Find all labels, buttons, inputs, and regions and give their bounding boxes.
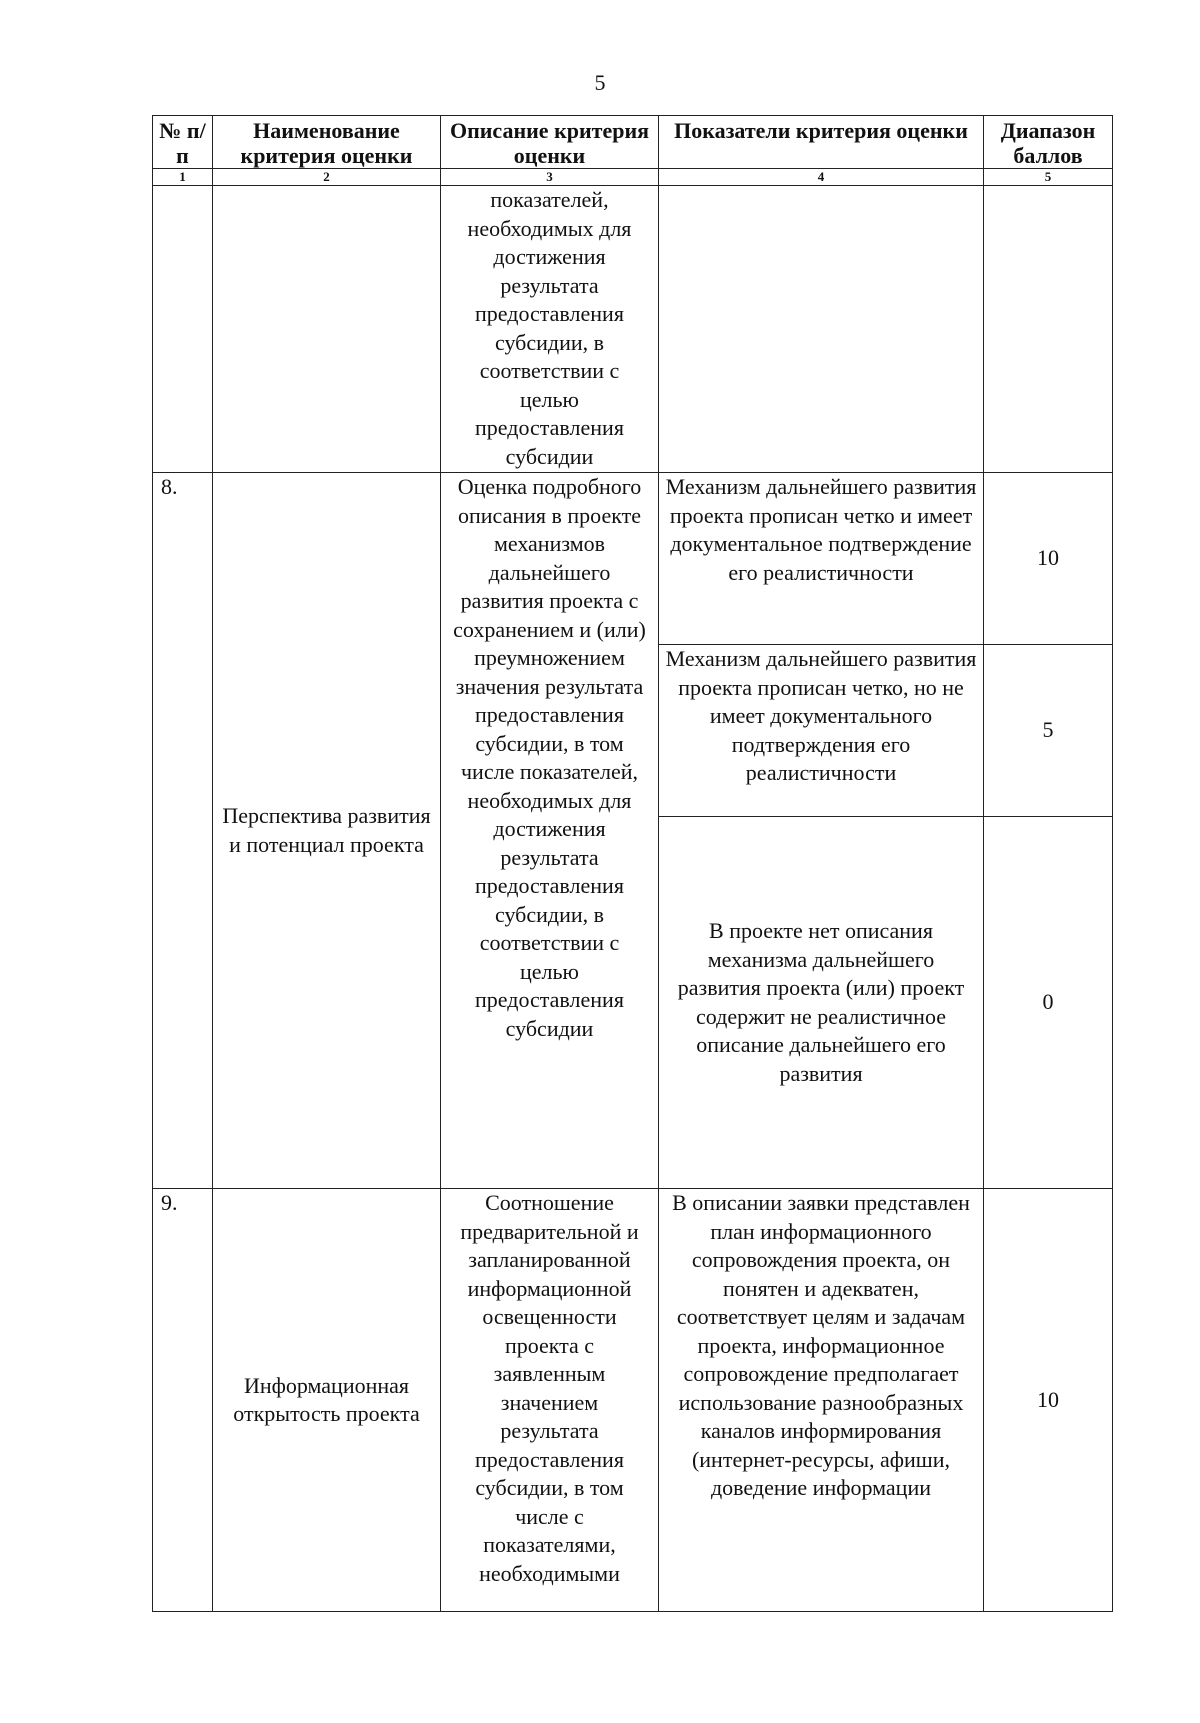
cell-description: Соотношение предварительной и запланированной информационной освещенности проекта с заявленным значением результата предоставления субсидии, в том числе с показателями, необходимыми [441,1189,659,1612]
column-number: 4 [659,169,984,186]
header-name: Наименование критерия оценки [213,116,441,169]
table-row [153,186,1113,473]
cell-score: 0 [984,817,1113,1189]
header-row [153,116,1113,169]
cell-name: Информационная открытость проекта [213,1189,441,1612]
criteria-table [152,115,1113,1612]
column-number-row [153,169,1113,186]
column-number: 1 [153,169,213,186]
page-number: 5 [594,70,606,95]
cell-num [153,186,213,473]
cell-name: Перспектива развития и потенциал проекта [213,473,441,1189]
header-indicators: Показатели критерия оценки [659,116,984,169]
cell-indicator: Механизм дальнейшего развития проекта прописан четко, но не имеет документального подтверждения его реалистичности [659,645,984,817]
header-range: Диапазон баллов [984,116,1113,169]
header-description: Описание критерия оценки [441,116,659,169]
cell-score: 10 [984,473,1113,645]
column-number: 5 [984,169,1113,186]
cell-score: 10 [984,1189,1113,1612]
cell-description: Оценка подробного описания в проекте механизмов дальнейшего развития проекта с сохранением и (или) преумножением значения результата предоставления субсидии, в том числе показателей, необходимых для достижения результата предоставления субсидии, в соответствии с целью предоставления субсидии [441,473,659,1189]
cell-indicator: В описании заявки представлен план информационного сопровождения проекта, он понятен и адекватен, соответствует целям и задачам проекта, информационное сопровождение предполагает использование разнообразных каналов информирования (интернет-ресурсы, афиши, доведение информации [659,1189,984,1612]
cell-indicator: В проекте нет описания механизма дальнейшего развития проекта (или) проект содержит не реалистичное описание дальнейшего его развития [659,817,984,1189]
cell-score: 5 [984,645,1113,817]
cell-num: 8. [153,473,213,1189]
cell-indicator: Механизм дальнейшего развития проекта прописан четко и имеет документальное подтверждение его реалистичности [659,473,984,645]
table-row [153,1189,1113,1612]
cell-indicators [659,186,984,473]
table-row [153,473,1113,645]
cell-name [213,186,441,473]
cell-num: 9. [153,1189,213,1612]
cell-description: показателей, необходимых для достижения результата предоставления субсидии, в соответствии с целью предоставления субсидии [441,186,659,473]
column-number: 3 [441,169,659,186]
header-num: № п/п [153,116,213,169]
column-number: 2 [213,169,441,186]
cell-range [984,186,1113,473]
